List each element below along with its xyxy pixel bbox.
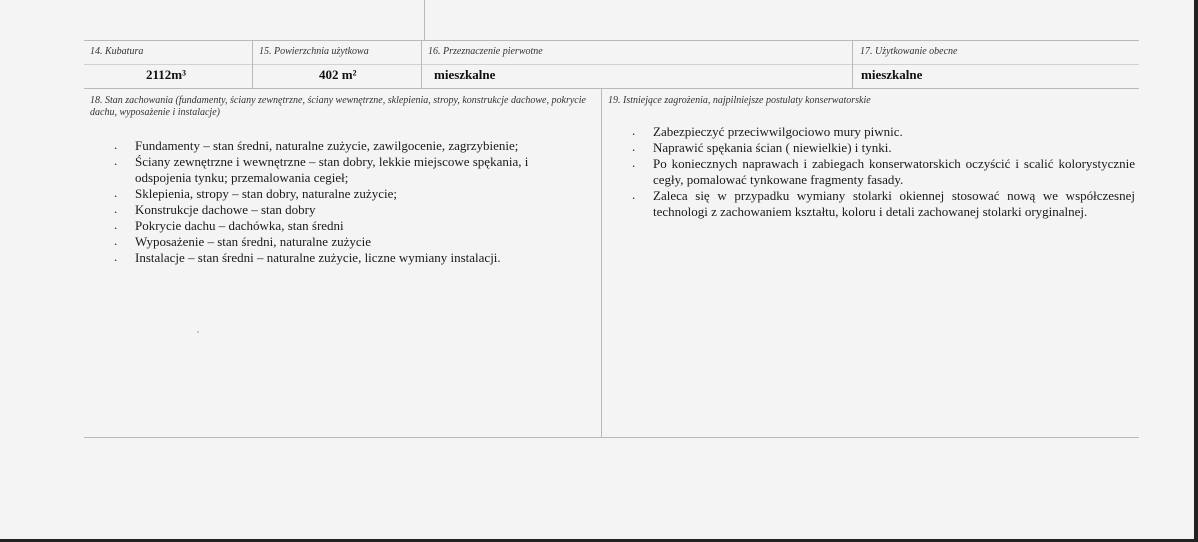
top-divider xyxy=(424,0,425,40)
list-item: . Ściany zewnętrzne i wewnętrzne – stan dobry, lekkie miejscowe spękania, i odspojenia tynku; przemalowania cegieł; xyxy=(112,154,582,186)
conservation-postulates-list xyxy=(630,124,1135,220)
row2-col-divider xyxy=(601,88,602,437)
field-15-label: 15. Powierzchnia użytkowa xyxy=(259,46,369,57)
field-16-label: 16. Przeznaczenie pierwotne xyxy=(428,46,543,57)
list-item: . Naprawić spękania ścian ( niewielkie) i tynki. xyxy=(630,140,1135,156)
field-17-value: mieszkalne xyxy=(861,67,923,82)
field-14-value: 2112m³ xyxy=(146,67,187,82)
field-18-label: 18. Stan zachowania (fundamenty, ściany zewnętrzne, ściany wewnętrzne, sklepienia, stropy, konstrukcje dachowe, pokrycie dachu, wyposażenie i instalacje) xyxy=(90,95,586,118)
field-19-label: 19. Istniejące zagrożenia, najpilniejsze postulaty konserwatorskie xyxy=(608,95,871,106)
list-item: . Zaleca się w przypadku wymiany stolarki okiennej stosować nową we współczesnej technologi z zachowaniem kształtu, koloru i detali zachowanej stolarki oryginalnej. xyxy=(630,188,1135,220)
list-item: . Zabezpieczyć przeciwwilgociowo mury piwnic. xyxy=(630,124,1135,140)
field-14-label: 14. Kubatura xyxy=(90,46,144,57)
field-16-value: mieszkalne xyxy=(434,67,496,82)
col-divider-3 xyxy=(852,40,853,88)
list-item: . Pokrycie dachu – dachówka, stan średni xyxy=(112,218,582,234)
col-divider-2 xyxy=(421,40,422,88)
condition-list xyxy=(112,138,582,266)
field-17-label: 17. Użytkowanie obecne xyxy=(860,46,958,57)
list-item: . Po koniecznych naprawach i zabiegach konserwatorskich oczyścić i scalić kolorystycznie cegły, pomalować tynkowane fragmenty fasady. xyxy=(630,156,1135,188)
list-item: . Konstrukcje dachowe – stan dobry xyxy=(112,202,582,218)
row1-bottom-border xyxy=(84,88,1139,89)
list-item: . Sklepienia, stropy – stan dobry, naturalne zużycie; xyxy=(112,186,582,202)
field-15-value: 402 m² xyxy=(319,67,357,82)
list-item: . Fundamenty – stan średni, naturalne zużycie, zawilgocenie, zagrzybienie; xyxy=(112,138,582,154)
col-divider-1 xyxy=(252,40,253,88)
scan-edge-right xyxy=(1194,0,1198,542)
table-top-border xyxy=(84,40,1139,41)
row1-label-divider xyxy=(84,64,1139,65)
table-bottom-border xyxy=(84,437,1139,438)
list-item: . Instalacje – stan średni – naturalne zużycie, liczne wymiany instalacji. xyxy=(112,250,582,266)
scan-speck xyxy=(197,331,199,333)
list-item: . Wyposażenie – stan średni, naturalne zużycie xyxy=(112,234,582,250)
